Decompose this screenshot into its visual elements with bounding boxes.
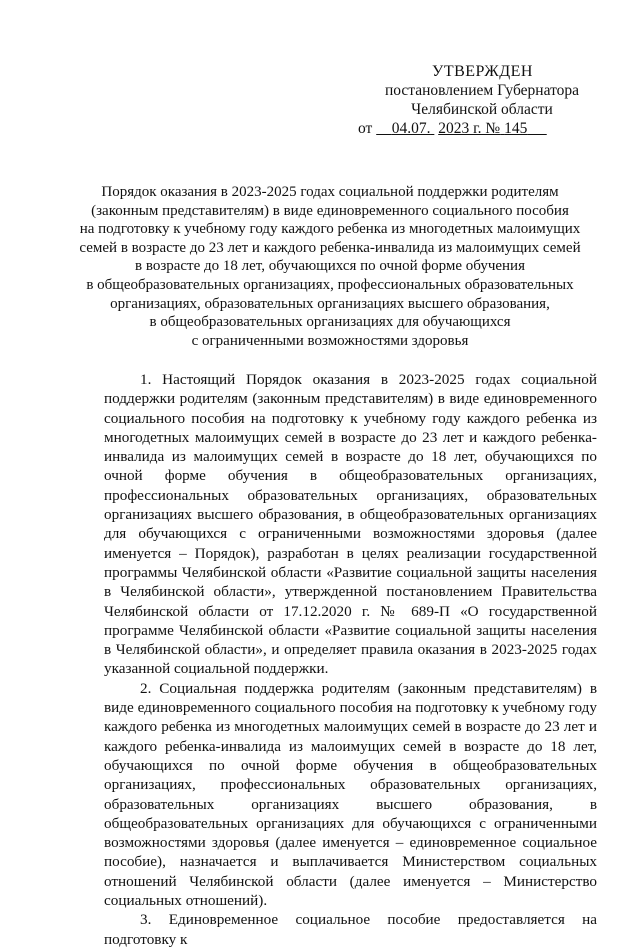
year-text: 2023 г. № bbox=[438, 120, 501, 137]
title-line: (законным представителям) в виде единовременного социального пособия bbox=[91, 202, 569, 219]
paragraph-3: 3. Единовременное социальное пособие предоставляется на подготовку к bbox=[104, 911, 597, 948]
title-line: с ограниченными возможностями здоровья bbox=[191, 332, 469, 349]
approval-line-1: постановлением Губернатора bbox=[384, 82, 580, 99]
title-line: в общеобразовательных организациях, профессиональных образовательных bbox=[86, 276, 574, 293]
paragraph-1: 1. Настоящий Порядок оказания в 2023-2025 годах социальной поддержки родителям (законным представителям) в виде единовременного социального пособия на подготовку к учебному году каждого ребенка из многодетных малоимущих семей в возрасте до 23 лет и каждого ребенка-инвалида из малоимущих семей в возрасте до 18 лет, обучающихся по очной форме обучения в общеобразовательных организациях, профессиональных образовательных организациях, образовательных организациях высшего образования, в общеобразовательных организациях для обучающихся с ограниченными возможностями здоровья (далее именуется – Порядок), разработан в целях реализации государственной программы Челябинской области «Развитие социальной защиты населения в Челябинской области», утвержденной постановлением Правительства Челябинской области от 17.12.2020 г. № 689-П «О государственной программе Челябинской области «Развитие социальной защиты населения в Челябинской области», и определяет правила оказания в 2023-2025 годах указанной социальной поддержки. bbox=[104, 371, 597, 678]
title-line: организациях, образовательных организациях высшего образования, bbox=[110, 295, 550, 312]
document-title bbox=[70, 183, 590, 350]
title-line: Порядок оказания в 2023-2025 годах социальной поддержки родителям bbox=[101, 184, 559, 200]
title-line: на подготовку к учебному году каждого ребенка из многодетных малоимущих bbox=[79, 221, 581, 238]
paragraph-2: 2. Социальная поддержка родителям (законным представителям) в виде единовременного социального пособия на подготовку к учебному году каждого ребенка из многодетных малоимущих семей в возрасте до 23 лет и каждого ребенка-инвалида из малоимущих семей в возрасте до 18 лет, обучающихся по очной форме обучения в общеобразовательных организациях, профессиональных образовательных организациях, образовательных организациях высшего образования, в общеобразовательных организациях для обучающихся с ограниченными возможностями здоровья (далее именуется – единовременное социальное пособие), назначается и выплачивается Министерством социальных отношений Челябинской области (далее именуется – Министерство социальных отношений). bbox=[104, 679, 597, 910]
date-value: 04.07. bbox=[391, 120, 431, 137]
document-body bbox=[104, 370, 597, 949]
approval-stamp bbox=[358, 62, 602, 138]
number-value: 145 bbox=[504, 120, 528, 137]
date-prefix: от bbox=[358, 120, 373, 137]
title-line: в возрасте до 18 лет, обучающихся по очной форме обучения bbox=[135, 258, 525, 275]
title-line: в общеобразовательных организациях для обучающихся bbox=[149, 314, 511, 331]
title-line: семей в возрасте до 23 лет и каждого ребенка-инвалида из малоимущих семей bbox=[79, 239, 581, 256]
approval-line-2: Челябинской области bbox=[411, 101, 553, 118]
approval-heading: УТВЕРЖДЕН bbox=[432, 63, 533, 80]
approval-date-number bbox=[358, 119, 602, 138]
